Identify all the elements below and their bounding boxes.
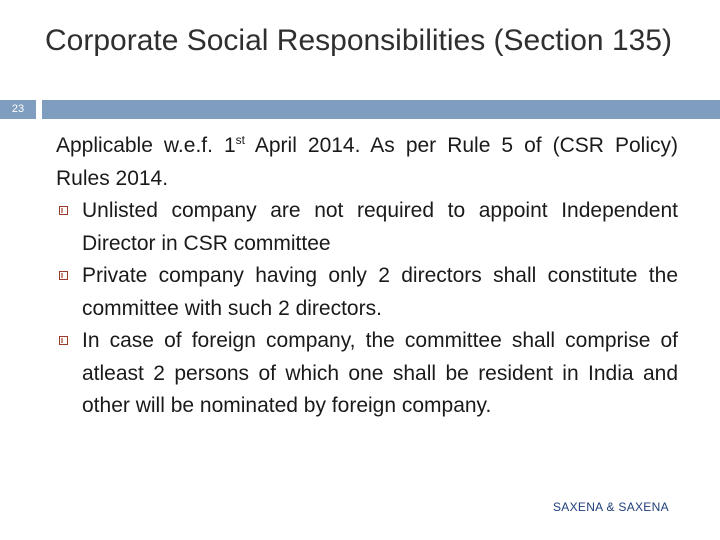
slide-number: 23 — [0, 100, 36, 119]
header-bar — [42, 100, 720, 119]
square-bullet-icon — [59, 336, 68, 345]
list-item-text: Private company having only 2 directors shall constitute the committee with such 2 directors. — [82, 264, 678, 320]
footer-text: SAXENA & SAXENA — [553, 500, 669, 514]
list-item — [56, 195, 678, 260]
square-bullet-icon — [59, 271, 68, 280]
slide-body — [56, 130, 678, 423]
intro-paragraph — [56, 130, 678, 195]
intro-text-after: April 2014. As per Rule 5 of (CSR Policy) Rules 2014. — [56, 134, 678, 190]
slide-title: Corporate Social Responsibilities (Section 135) — [45, 24, 672, 57]
list-item-text: In case of foreign company, the committee shall comprise of atleast 2 persons of which one shall be resident in India and other will be nominated by foreign company. — [82, 329, 678, 417]
intro-superscript: st — [235, 133, 245, 147]
list-item — [56, 325, 678, 423]
bullet-list — [56, 195, 678, 423]
square-bullet-icon — [59, 206, 68, 215]
intro-text-before: Applicable w.e.f. 1 — [56, 134, 236, 157]
list-item-text: Unlisted company are not required to appoint Independent Director in CSR committee — [82, 199, 678, 255]
list-item — [56, 260, 678, 325]
